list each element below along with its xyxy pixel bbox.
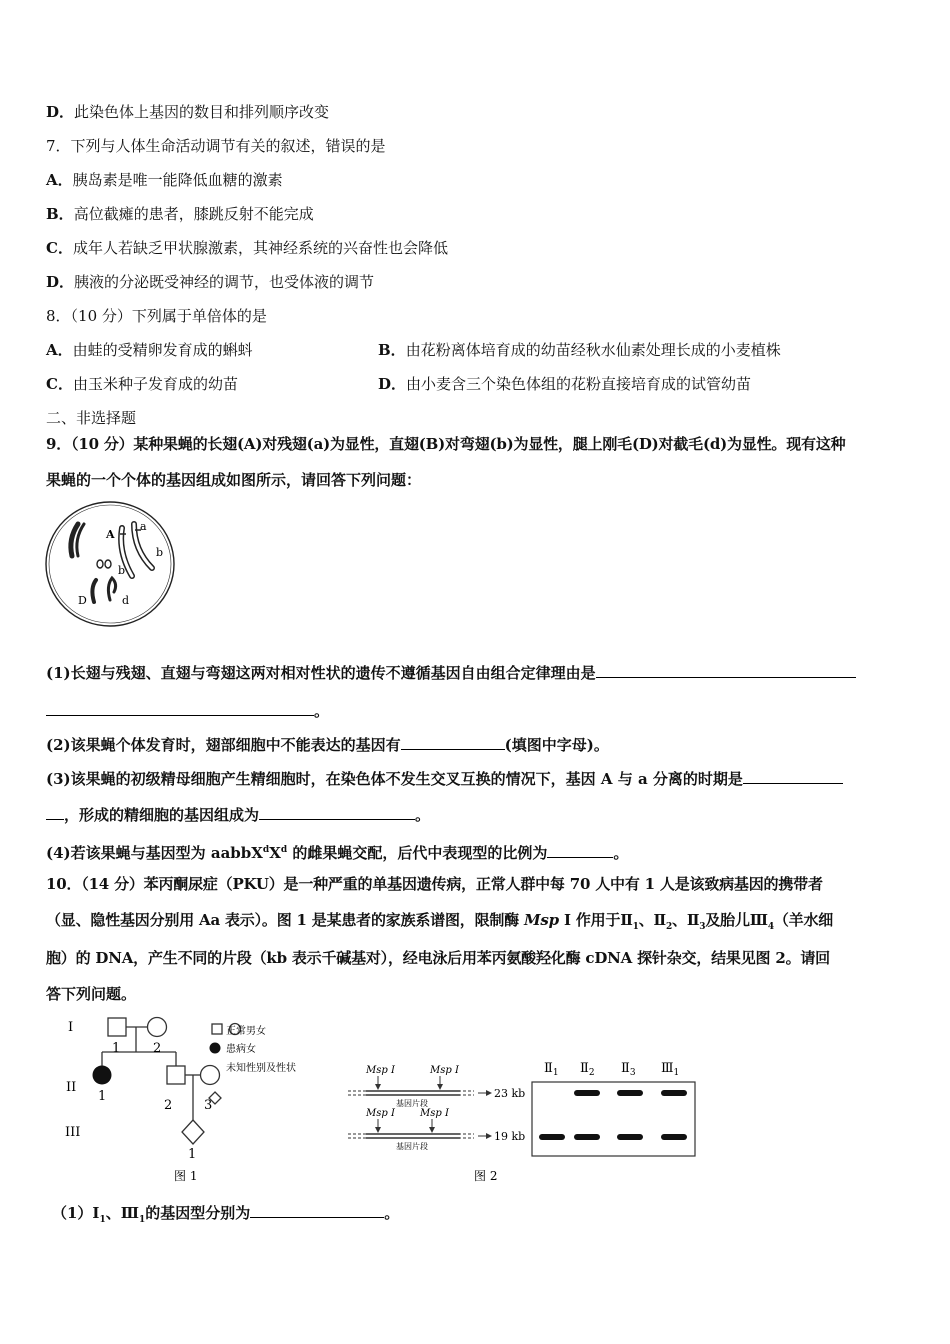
band-II2-23kb bbox=[574, 1090, 600, 1096]
electrophoresis-figure bbox=[344, 1052, 700, 1188]
label-d: d bbox=[122, 594, 130, 607]
pedigree-II3-female bbox=[201, 1066, 220, 1085]
q8-option-c: C．由玉米种子发育成的幼苗 bbox=[46, 375, 238, 393]
size-19kb: 19 kb bbox=[494, 1130, 526, 1143]
q9-sub4: (4)若该果蝇与基因型为 $aabbX^dX^d$ 的雌果蝇交配，后代中表现型的比例为 。 bbox=[46, 844, 629, 862]
gen-label-I: I bbox=[68, 1020, 74, 1035]
q8-option-d: D．由小麦含三个染色体组的花粉直接培育成的试管幼苗 bbox=[378, 375, 752, 393]
q8-option-b: B．由花粉离体培育成的幼苗经秋水仙素处理长成的小麦植株 bbox=[378, 341, 781, 359]
member-II1: 1 bbox=[98, 1089, 107, 1104]
q7-option-a: A．胰岛素是唯一能降低血糖的激素 bbox=[46, 171, 283, 189]
q9-stem-line1: 9．（10 分）某种果蝇的长翅(A)对残翅(a)为显性，直翅(B)对弯翅(b)为显性，腿上刚毛(D)对截毛(d)为显性。现有这种 bbox=[46, 435, 846, 453]
arrowhead-1 bbox=[375, 1084, 381, 1090]
q6-option-d: D．此染色体上基因的数目和排列顺序改变 bbox=[46, 103, 330, 121]
q9-sub1-blank2[interactable] bbox=[46, 700, 314, 716]
label-A: A bbox=[106, 528, 115, 541]
pedigree-figure bbox=[56, 1012, 356, 1188]
pointer-head-1 bbox=[486, 1090, 492, 1096]
q7-option-b: B．高位截瘫的患者，膝跳反射不能完成 bbox=[46, 205, 314, 223]
gen-label-III: III bbox=[65, 1125, 81, 1140]
chromosome-dot-2 bbox=[105, 560, 111, 568]
label-a: a bbox=[140, 520, 147, 533]
arrowhead-2 bbox=[437, 1084, 443, 1090]
fig1-caption: 图 1 bbox=[174, 1169, 198, 1183]
enzyme-label-1: Msp I bbox=[366, 1065, 395, 1076]
lane-header-II2: $Ⅱ_2$ bbox=[580, 1061, 595, 1078]
q10-sub1: $(1)I_1$、$Ⅲ_1$的基因型分别为 。 bbox=[52, 1204, 400, 1225]
chromosome-d bbox=[108, 578, 115, 600]
enzyme-label-3: Msp I bbox=[366, 1108, 395, 1119]
enzyme-label-2: Msp I bbox=[430, 1065, 459, 1076]
member-III1: 1 bbox=[188, 1147, 197, 1162]
band-II1-19kb bbox=[539, 1134, 565, 1140]
cell-membrane-inner bbox=[49, 505, 171, 623]
label-D: D bbox=[78, 594, 87, 607]
q9-stem-line2: 果蝇的一个个体的基因组成如图所示，请回答下列问题： bbox=[46, 471, 422, 489]
chromosome-cell-figure bbox=[40, 494, 180, 634]
label-b-right: b bbox=[156, 546, 164, 559]
legend-text-affected: 患病女 bbox=[226, 1044, 256, 1055]
q9-sub3-cont: ，形成的精细胞的基因组成为 。 bbox=[46, 804, 430, 825]
pedigree-I2-female bbox=[148, 1018, 167, 1037]
chromosome-dot-1 bbox=[97, 560, 103, 568]
pedigree-III1-unknown bbox=[182, 1120, 204, 1144]
arrowhead-4 bbox=[429, 1127, 435, 1133]
band-II3-23kb bbox=[617, 1090, 643, 1096]
section-heading: 二、非选择题 bbox=[46, 409, 137, 427]
fig2-caption: 图 2 bbox=[474, 1169, 498, 1183]
q7-stem: 7．下列与人体生命活动调节有关的叙述，错误的是 bbox=[46, 137, 386, 155]
fragment1-label: 基因片段 bbox=[396, 1099, 428, 1108]
arrowhead-3 bbox=[375, 1127, 381, 1133]
lane-header-II1: $Ⅱ_1$ bbox=[544, 1061, 559, 1078]
q9-sub1: (1)长翅与残翅、直翅与弯翅这两对相对性状的遗传不遵循基因自由组合定律理由是 bbox=[46, 662, 856, 683]
q7-option-c: C．成年人若缺乏甲状腺激素，其神经系统的兴奋性也会降低 bbox=[46, 239, 448, 257]
member-II2: 2 bbox=[164, 1098, 173, 1113]
q10-stem-line3: 胞）的 DNA，产生不同的片段（kb 表示千碱基对），经电泳后用苯丙氨酸羟化酶 cDNA 探针杂交，结果见图 2。请回 bbox=[46, 949, 830, 967]
pedigree-I1-male bbox=[108, 1018, 126, 1036]
q10-sub1-blank[interactable] bbox=[250, 1202, 384, 1218]
q9-sub4-blank[interactable] bbox=[547, 842, 613, 858]
pointer-head-2 bbox=[486, 1133, 492, 1139]
q10-stem-line4: 答下列问题。 bbox=[46, 985, 137, 1003]
gen-label-II: II bbox=[66, 1080, 77, 1095]
q8-option-a: A．由蛙的受精卵发育成的蝌蚪 bbox=[46, 341, 253, 359]
q9-sub2: (2)该果蝇个体发育时，翅部细胞中不能表达的基因有 (填图中字母)。 bbox=[46, 736, 609, 754]
q10-stem-line2: （显、隐性基因分别用 Aa 表示）。图 1 是某患者的家族系谱图，限制酶 Msp I 作用于$Ⅱ_1$、$Ⅱ_2$、$Ⅱ_3$及胎儿$Ⅲ_4$（羊水细 bbox=[46, 911, 834, 932]
legend-affected-female bbox=[210, 1043, 221, 1054]
band-II3-19kb bbox=[617, 1134, 643, 1140]
q8-stem: 8．（10 分）下列属于单倍体的是 bbox=[46, 307, 267, 325]
chromosome-D bbox=[92, 580, 96, 602]
legend-male-square bbox=[212, 1024, 222, 1034]
legend-text-normal: 正常男女 bbox=[226, 1026, 266, 1037]
band-II2-19kb bbox=[574, 1134, 600, 1140]
band-III1-23kb bbox=[661, 1090, 687, 1096]
q9-sub3-blank1[interactable] bbox=[743, 768, 843, 784]
size-23kb: 23 kb bbox=[494, 1087, 526, 1100]
pedigree-II2-male bbox=[167, 1066, 185, 1084]
q7-option-d: D．胰液的分泌既受神经的调节，也受体液的调节 bbox=[46, 273, 375, 291]
q9-sub3-blank1-cont[interactable] bbox=[46, 804, 64, 820]
lane-header-III1: $Ⅲ_1$ bbox=[661, 1061, 680, 1078]
band-III1-19kb bbox=[661, 1134, 687, 1140]
q9-sub2-blank[interactable] bbox=[401, 734, 505, 750]
legend-text-unknown: 未知性别及性状 bbox=[226, 1063, 296, 1074]
q9-sub1-blank[interactable] bbox=[596, 662, 856, 678]
member-I1: 1 bbox=[112, 1041, 121, 1056]
q9-sub3: (3)该果蝇的初级精母细胞产生精细胞时，在染色体不发生交叉互换的情况下，基因 A 与 a 分离的时期是 bbox=[46, 768, 843, 789]
pedigree-II1-affected-female bbox=[93, 1066, 112, 1085]
enzyme-label-4: Msp I bbox=[420, 1108, 449, 1119]
cell-membrane bbox=[46, 502, 174, 626]
member-I2: 2 bbox=[153, 1041, 162, 1056]
label-b-small: b bbox=[118, 564, 126, 577]
lane-header-II3: $Ⅱ_3$ bbox=[621, 1061, 636, 1078]
fragment2-label: 基因片段 bbox=[396, 1142, 428, 1151]
q9-sub3-blank2[interactable] bbox=[259, 804, 415, 820]
member-II3: 3 bbox=[204, 1098, 213, 1113]
q10-stem-line1: 10．（14 分）苯丙酮尿症（PKU）是一种严重的单基因遗传病，正常人群中每 70 人中有 1 人是该致病基因的携带者 bbox=[46, 875, 823, 893]
q9-sub1-cont: 。 bbox=[46, 700, 329, 721]
